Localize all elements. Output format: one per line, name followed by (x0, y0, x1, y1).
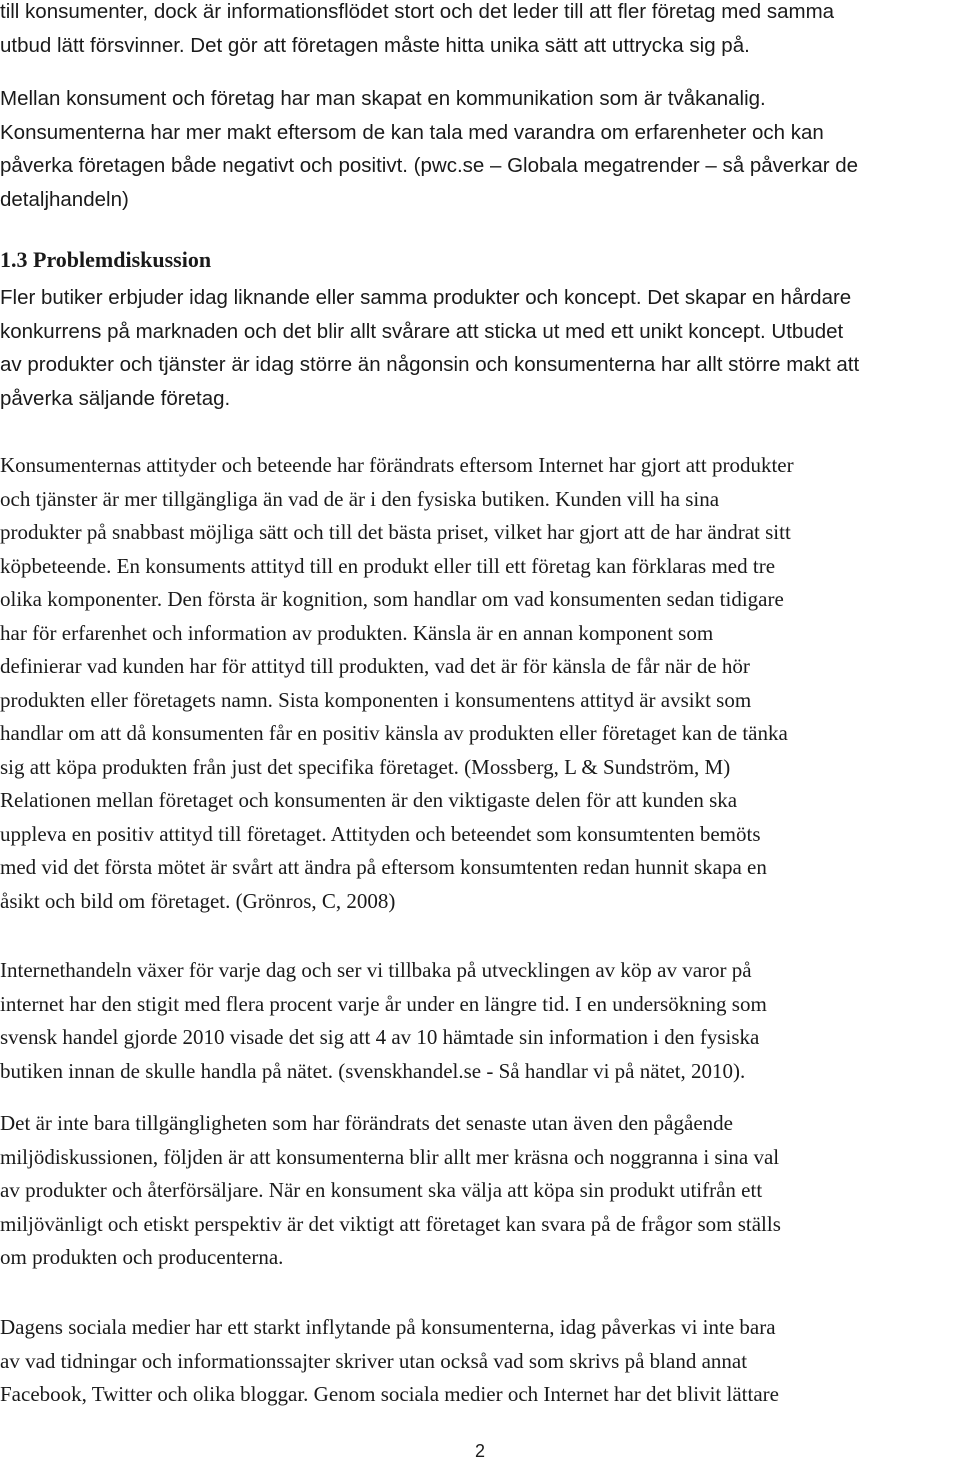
text-line: detaljhandeln) (0, 187, 129, 211)
text-line: till konsumenter, dock är informationsflödet stort och det leder till att fler företag med samma (0, 0, 835, 23)
page-number: 2 (474, 1441, 485, 1461)
attitudes-paragraph (0, 449, 955, 918)
text-line: Relationen mellan företaget och konsumenten är den viktigaste delen för att kunden ska (0, 788, 738, 812)
text-line: produkter på snabbast möjliga sätt och till det bästa priset, vilket har gjort att de har ändrat sitt (0, 520, 791, 544)
text-line: utbud lätt försvinner. Det gör att företagen måste hitta unika sätt att uttrycka sig på. (0, 33, 750, 57)
text-line: påverka säljande företag. (0, 386, 231, 410)
text-line: med vid det första mötet är svårt att ändra på eftersom konsumtenten redan hunnit skapa en (0, 855, 767, 879)
text-line: av vad tidningar och informationssajter skriver utan också vad som skrivs på bland annat (0, 1348, 748, 1373)
text-line: internet har den stigit med flera procent varje år under en längre tid. I en undersökning som (0, 991, 767, 1016)
internet-commerce-paragraph (0, 954, 955, 1088)
text-line: köpbeteende. En konsuments attityd till en produkt eller till ett företag kan förklaras med tre (0, 553, 776, 578)
text-line: uppleva en positiv attityd till företaget. Attityden och beteendet som konsumtenten bemöts (0, 821, 761, 846)
text-line: Konsumenternas attityder och beteende har förändrats eftersom Internet har gjort att produkter (0, 453, 794, 477)
text-line: Fler butiker erbjuder idag liknande eller samma produkter och koncept. Det skapar en hårdare (0, 286, 852, 309)
text-line: miljödiskussionen, följden är att konsumenterna blir allt mer kräsna och noggranna i sina val (0, 1144, 780, 1169)
text-line: definierar vad kunden har för attityd till produkten, vad det är för känsla de får när de hör (0, 654, 750, 678)
problem-paragraph (0, 281, 955, 415)
text-line: påverka företagen både negativt och positivt. (pwc.se – Globala megatrender – så påverkar de (0, 154, 859, 177)
text-line: Dagens sociala medier har ett starkt inflytande på konsumenterna, idag påverkas vi inte bara (0, 1315, 776, 1339)
text-line: Mellan konsument och företag har man skapat en kommunikation som är tvåkanalig. (0, 87, 766, 110)
text-line: sig att köpa produkten från just det specifika företaget. (Mossberg, L & Sundström, M) (0, 754, 731, 779)
text-line: av produkter och tjänster är idag större än någonsin och konsumenterna har allt större makt att (0, 353, 860, 376)
text-line: handlar om att då konsumenten får en positiv känsla av produkten eller företaget kan de tänka (0, 721, 788, 745)
communication-paragraph (0, 82, 955, 216)
text-line: svensk handel gjorde 2010 visade det sig att 4 av 10 hämtade sin information i den fysiska (0, 1025, 760, 1049)
text-line: Konsumenterna har mer makt eftersom de kan tala med varandra om erfarenheter och kan (0, 120, 824, 144)
text-line: och tjänster är mer tillgängliga än vad de är i den fysiska butiken. Kunden vill ha sina (0, 486, 720, 511)
text-line: av produkter och återförsäljare. När en konsument ska välja att köpa sin produkt utifrån ett (0, 1178, 763, 1202)
text-line: har för erfarenhet och information av produkten. Känsla är en annan komponent som (0, 620, 714, 645)
environment-paragraph (0, 1107, 955, 1275)
text-line: Det är inte bara tillgängligheten som har förändrats det senaste utan även den pågående (0, 1111, 733, 1135)
text-line: olika komponenter. Den första är kognition, som handlar om vad konsumenten sedan tidigare (0, 587, 784, 611)
text-line: produkten eller företagets namn. Sista komponenten i konsumentens attityd är avsikt som (0, 687, 752, 712)
text-line: butiken innan de skulle handla på nätet. (svenskhandel.se - Så handlar vi på nätet, 2010). (0, 1058, 746, 1083)
text-line: konkurrens på marknaden och det blir allt svårare att sticka ut med ett unikt koncept. Utbudet (0, 319, 844, 343)
text-line: om produkten och producenterna. (0, 1245, 284, 1269)
text-line: Facebook, Twitter och olika bloggar. Genom sociala medier och Internet har det blivit lättare (0, 1382, 779, 1406)
text-line: Internethandeln växer för varje dag och ser vi tillbaka på utvecklingen av köp av varor på (0, 958, 752, 982)
text-line: miljövänligt och etiskt perspektiv är det viktigt att företaget kan svara på de frågor som ställs (0, 1211, 781, 1236)
text-line: åsikt och bild om företaget. (Grönros, C, 2008) (0, 888, 396, 913)
social-media-paragraph (0, 1311, 955, 1412)
intro-paragraph (0, 0, 955, 62)
section-heading: 1.3 Problemdiskussion (0, 247, 212, 272)
